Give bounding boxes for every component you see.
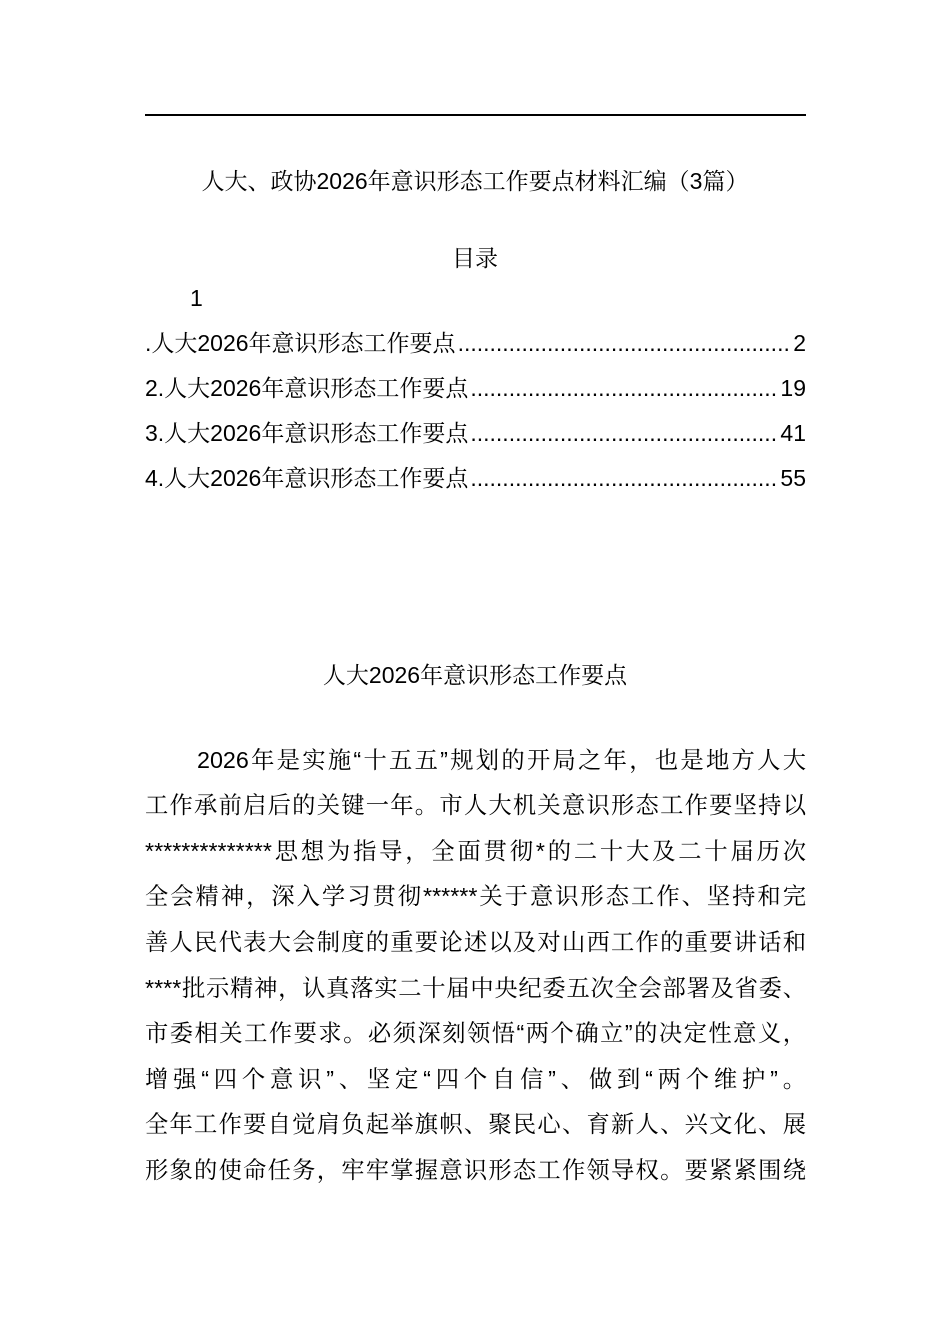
toc-leader-dots [470, 463, 778, 493]
toc-entry-page: 2 [793, 330, 806, 356]
paragraph-line: 全年工作要自觉肩负起举旗帜、聚民心、育新人、兴文化、展 [145, 1111, 806, 1137]
toc-stray-number: 1 [190, 285, 203, 311]
paragraph-line: ****批示精神，认真落实二十届中央纪委五次全会部署及省委、 [145, 975, 806, 1001]
document-title: 人大、政协2026年意识形态工作要点材料汇编（3篇） [201, 168, 749, 194]
toc-entry-label: .人大2026年意识形态工作要点 [145, 330, 456, 356]
toc-entry[interactable] [145, 463, 806, 493]
toc-leader-dots [458, 328, 792, 358]
paragraph-line: 善人民代表大会制度的重要论述以及对山西工作的重要讲话和 [145, 929, 806, 955]
toc-entry-page: 19 [780, 375, 806, 401]
toc-entry-page: 41 [780, 420, 806, 446]
paragraph-line: 增强“四个意识”、坚定“四个自信”、做到“两个维护”。 [145, 1066, 806, 1092]
section-title: 人大2026年意识形态工作要点 [322, 662, 628, 688]
toc-entry[interactable] [145, 328, 806, 358]
paragraph-line: 形象的使命任务，牢牢掌握意识形态工作领导权。要紧紧围绕 [145, 1157, 806, 1183]
toc-entry[interactable] [145, 373, 806, 403]
toc-entry-label: 3.人大2026年意识形态工作要点 [145, 420, 469, 446]
paragraph-line: **************思想为指导，全面贯彻*的二十大及二十届历次 [145, 838, 806, 864]
toc-entry-page: 55 [780, 465, 806, 491]
toc-entry-label: 4.人大2026年意识形态工作要点 [145, 465, 469, 491]
toc-entry-label: 2.人大2026年意识形态工作要点 [145, 375, 469, 401]
header-rule [145, 114, 806, 116]
paragraph-line: 全会精神，深入学习贯彻******关于意识形态工作、坚持和完 [145, 883, 806, 909]
paragraph-line: 2026年是实施“十五五”规划的开局之年，也是地方人大 [197, 747, 806, 773]
paragraph-line: 市委相关工作要求。必须深刻领悟“两个确立”的决定性意义， [145, 1020, 806, 1046]
paragraph-line: 工作承前启后的关键一年。市人大机关意识形态工作要坚持以 [145, 792, 806, 818]
toc-entry[interactable] [145, 418, 806, 448]
toc-heading: 目录 [452, 245, 498, 271]
toc-leader-dots [470, 373, 778, 403]
toc-leader-dots [470, 418, 778, 448]
